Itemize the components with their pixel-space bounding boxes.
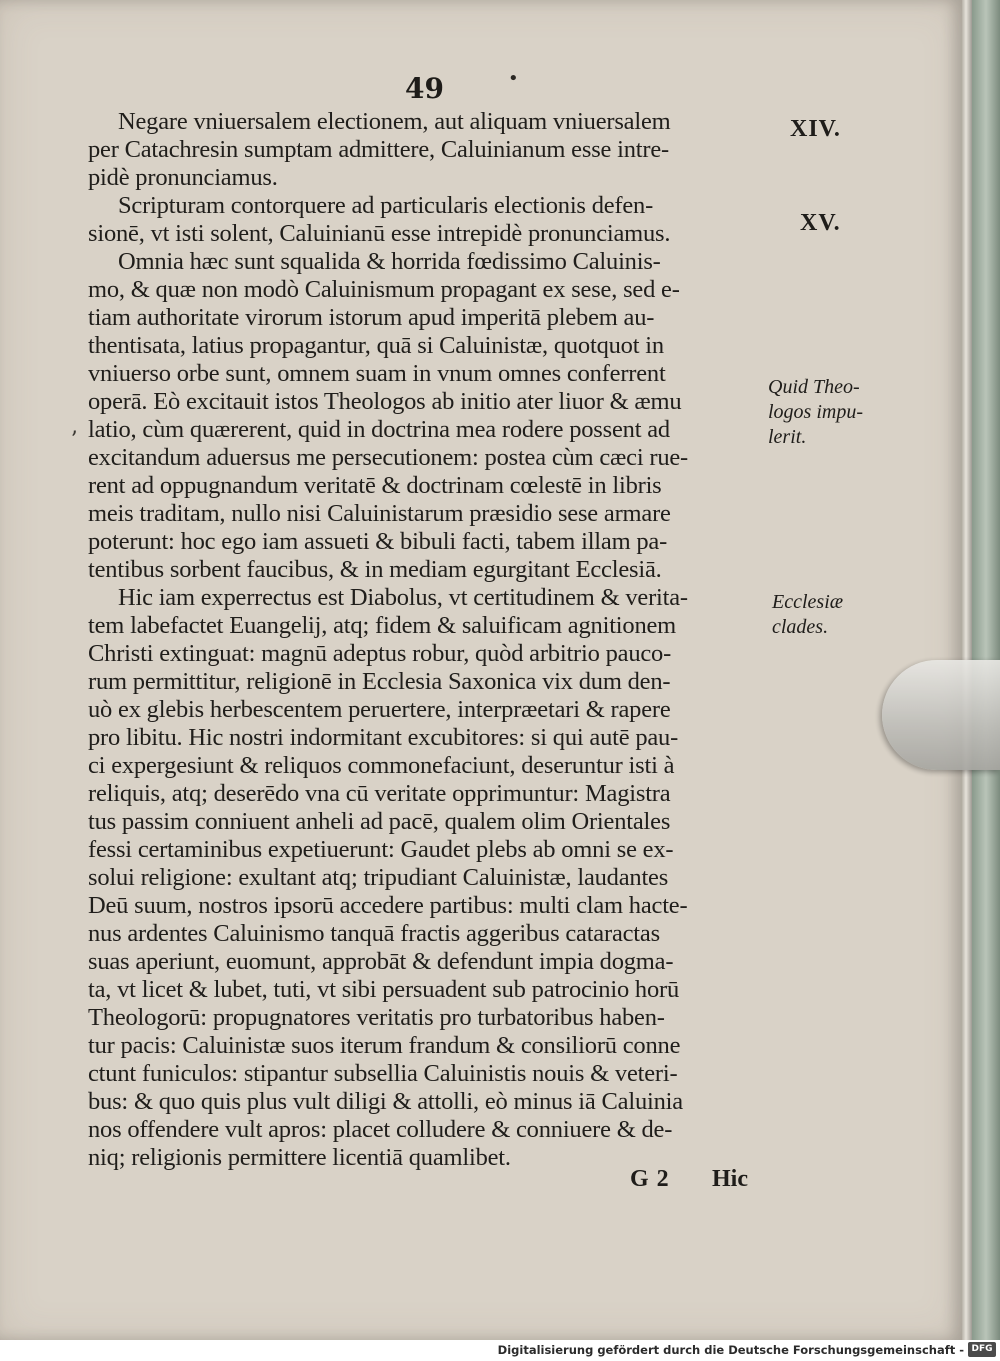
text-line: pidè pronunciamus. (88, 164, 278, 191)
text-line: operā. Eò excitauit istos Theologos ab initio ater liuor & æmu (88, 388, 682, 415)
text-line: tus passim conniuent anheli ad pacē, qualem olim Orientales (88, 808, 671, 835)
text-line: Hic iam experrectus est Diabolus, vt certitudinem & verita- (118, 584, 688, 611)
text-line: ctunt funiculos: stipantur subsellia Caluinistis nouis & veteri- (88, 1060, 678, 1087)
text-line: thentisata, latius propagantur, quā si Caluinistæ, quotquot in (88, 332, 664, 359)
text-line: poterunt: hoc ego iam assueti & bibuli facti, tabem illam pa- (88, 528, 668, 555)
text-line: Negare vniuersalem electionem, aut aliquam vniuersalem (118, 108, 671, 135)
text-line: nos offendere vult apros: placet colludere & conniuere & de- (88, 1116, 673, 1143)
text-line: bus: & quo quis plus vult diligi & attolli, eò minus iā Caluinia (88, 1088, 683, 1115)
text-line: solui religione: exultant atq; tripudiant Caluinistæ, laudantes (88, 864, 669, 891)
margin-note-quid-theologos: Quid Theo- logos impu- lerit. (768, 376, 863, 448)
page-clip (882, 660, 1000, 770)
text-line: sionē, vt isti solent, Caluinianū esse intrepidè pronunciamus. (88, 220, 671, 247)
text-line: Theologorū: propugnatores veritatis pro turbatoribus haben- (88, 1004, 665, 1031)
text-line: rent ad oppugnandum veritatē & doctrinam cœlestē in libris (88, 472, 662, 499)
catchword: Hic (712, 1166, 748, 1192)
text-line: latio, cùm quærerent, quid in doctrina mea rodere possent ad (88, 416, 670, 443)
margin-tick-mark: ʼ (70, 428, 77, 453)
text-line: per Catachresin sumptam admittere, Caluinianum esse intre- (88, 136, 669, 163)
text-line: rum permittitur, religionē in Ecclesia Saxonica vix dum den- (88, 668, 671, 695)
text-line: Scripturam contorquere ad particularis electionis defen- (118, 192, 654, 219)
text-line: Christi extinguat: magnū adeptus robur, quòd arbitrio pauco- (88, 640, 672, 667)
page-number: 49 (405, 72, 444, 105)
text-line: pro libitu. Hic nostri indormitant excubitores: si qui autē pau- (88, 724, 679, 751)
dfg-logo: DFG (968, 1342, 996, 1357)
signature-mark: G 2 (630, 1166, 670, 1192)
margin-note-xiv: XIV. (790, 116, 841, 142)
text-line: nus ardentes Caluinismo tanquā fractis aggeribus cataractas (88, 920, 660, 947)
text-line: reliquis, atq; deserēdo vna cū veritate opprimuntur: Magistra (88, 780, 671, 807)
margin-note-ecclesiae-clades: Ecclesiæ clades. (772, 591, 844, 638)
text-line: Deū suum, nostros ipsorū accedere partibus: multi clam hacte- (88, 892, 688, 919)
body-text (88, 108, 764, 1172)
ink-mark: • (508, 68, 519, 89)
text-line: excitandum aduersus me persecutionem: postea cùm cæci rue- (88, 444, 689, 471)
text-line: tentibus sorbent faucibus, & in mediam egurgitant Ecclesiā. (88, 556, 662, 583)
text-line: vniuerso orbe sunt, omnem suam in vnum omnes conferrent (88, 360, 666, 387)
text-line: suas aperiunt, euomunt, approbāt & defendunt impia dogma- (88, 948, 674, 975)
text-line: niq; religionis permittere licentiā quamlibet. (88, 1144, 511, 1171)
text-line: tur pacis: Caluinistæ suos iterum frandum & consiliorū conne (88, 1032, 681, 1059)
text-line: Omnia hæc sunt squalida & horrida fœdissimo Caluinis- (118, 248, 661, 275)
text-line: ci expergesiunt & reliquos commonefaciunt, deseruntur isti à (88, 752, 675, 779)
footer-credit: Digitalisierung gefördert durch die Deutsche Forschungsgemeinschaft - (497, 1343, 964, 1357)
text-line: mo, & quæ non modò Caluinismum propagant ex sese, sed e- (88, 276, 680, 303)
text-line: ta, vt licet & lubet, tuti, vt sibi persuadent sub patrocinio horū (88, 976, 680, 1003)
text-line: fessi certaminibus expetiuerunt: Gaudet plebs ab omni se ex- (88, 836, 674, 863)
text-line: meis traditam, nullo nisi Caluinistarum præsidio sese armare (88, 500, 671, 527)
text-line: tiam authoritate virorum istorum apud imperitā plebem au- (88, 304, 655, 331)
text-line: tem labefactet Euangelij, atq; fidem & saluificam agnitionem (88, 612, 677, 639)
text-line: uò ex glebis herbescentem peruertere, interpræetari & rapere (88, 696, 671, 723)
margin-note-xv: XV. (800, 210, 841, 236)
